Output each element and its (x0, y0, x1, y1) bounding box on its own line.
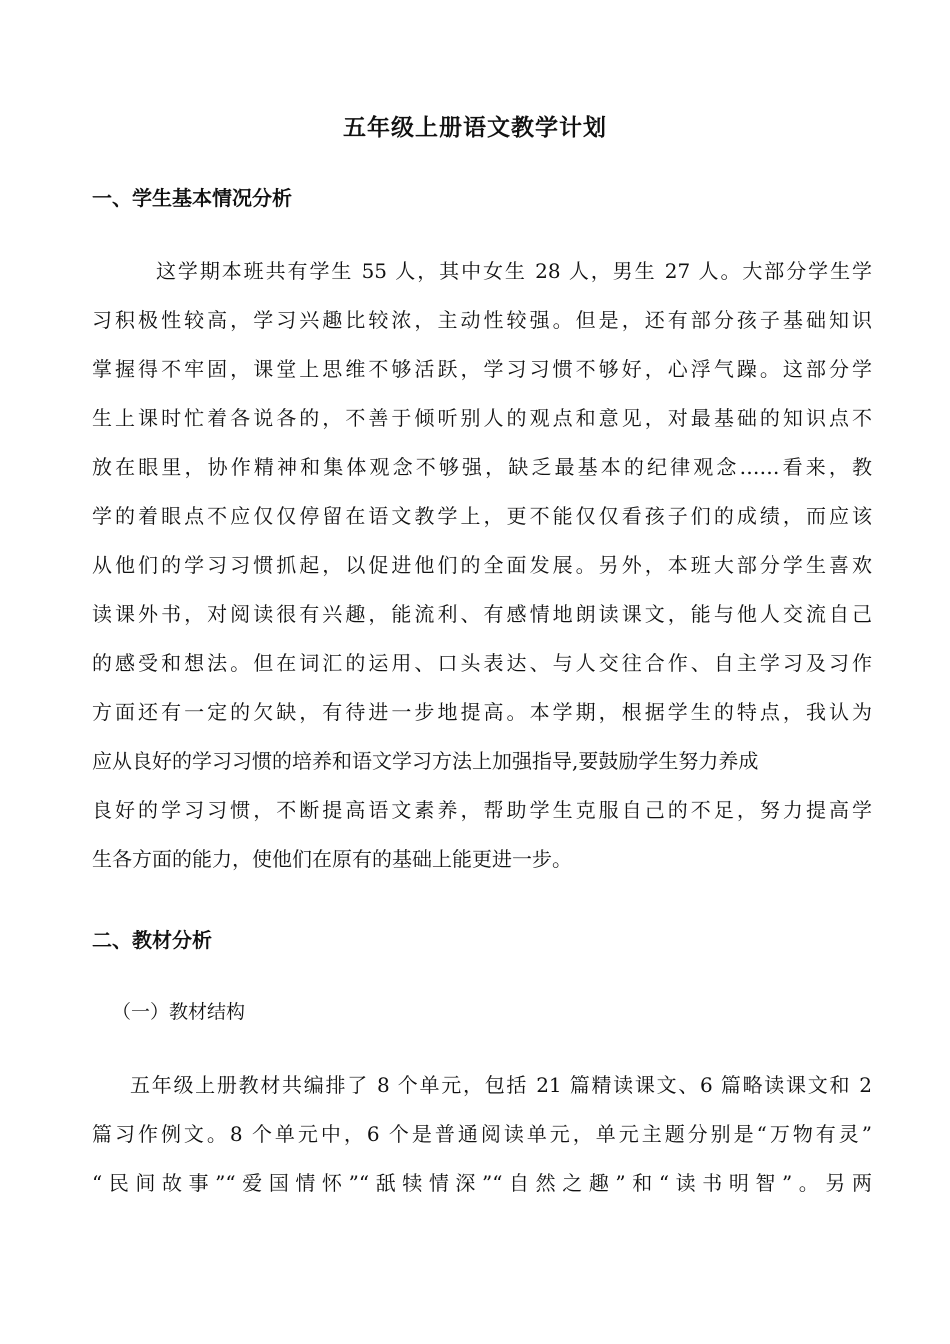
paragraph-line: 生各方面的能力，使他们在原有的基础上能更进一步。 (92, 847, 572, 871)
paragraph-line: 良好的学习习惯，不断提高语文素养，帮助学生克服自己的不足，努力提高学 (92, 798, 872, 822)
paragraph-line: 从他们的学习习惯抓起，以促进他们的全面发展。另外，本班大部分学生喜欢 (92, 553, 872, 577)
subsection-heading-textbook-structure: （一）教材结构 (112, 1001, 246, 1023)
paragraph-line: 方面还有一定的欠缺，有待进一步地提高。本学期，根据学生的特点，我认为 (92, 700, 872, 724)
paragraph-line: 这学期本班共有学生 55 人，其中女生 28 人，男生 27 人。大部分学生学 (156, 259, 872, 283)
paragraph-line: 应从良好的学习习惯的培养和语文学习方法上加强指导,要鼓励学生努力养成 (92, 749, 759, 773)
paragraph-line: 学的着眼点不应仅仅停留在语文教学上，更不能仅仅看孩子们的成绩，而应该 (92, 504, 872, 528)
section-heading-student-analysis: 一、学生基本情况分析 (92, 186, 292, 210)
paragraph-line: 习积极性较高，学习兴趣比较浓，主动性较强。但是，还有部分孩子基础知识 (92, 308, 872, 332)
section-heading-textbook-analysis: 二、教材分析 (92, 928, 212, 952)
document-title: 五年级上册语文教学计划 (343, 114, 607, 141)
paragraph-line: 掌握得不牢固，课堂上思维不够活跃，学习习惯不够好，心浮气躁。这部分学 (92, 357, 872, 381)
paragraph-line: 放在眼里，协作精神和集体观念不够强，缺乏最基本的纪律观念……看来，教 (92, 455, 872, 479)
paragraph-line: 读课外书，对阅读很有兴趣，能流利、有感情地朗读课文，能与他人交流自己 (92, 602, 872, 626)
paragraph-line: “民间故事”“爱国情怀”“舐犊情深”“自然之趣”和“读书明智”。另两 (92, 1171, 872, 1195)
paragraph-line: 生上课时忙着各说各的，不善于倾听别人的观点和意见，对最基础的知识点不 (92, 406, 872, 430)
paragraph-textbook-structure (92, 1069, 872, 1216)
paragraph-line: 五年级上册教材共编排了 8 个单元，包括 21 篇精读课文、6 篇略读课文和 2 (130, 1073, 872, 1097)
paragraph-student-analysis (92, 255, 872, 892)
paragraph-line: 篇习作例文。8 个单元中，6 个是普通阅读单元，单元主题分别是“万物有灵” (92, 1122, 872, 1146)
paragraph-line: 的感受和想法。但在词汇的运用、口头表达、与人交往合作、自主学习及习作 (92, 651, 872, 675)
